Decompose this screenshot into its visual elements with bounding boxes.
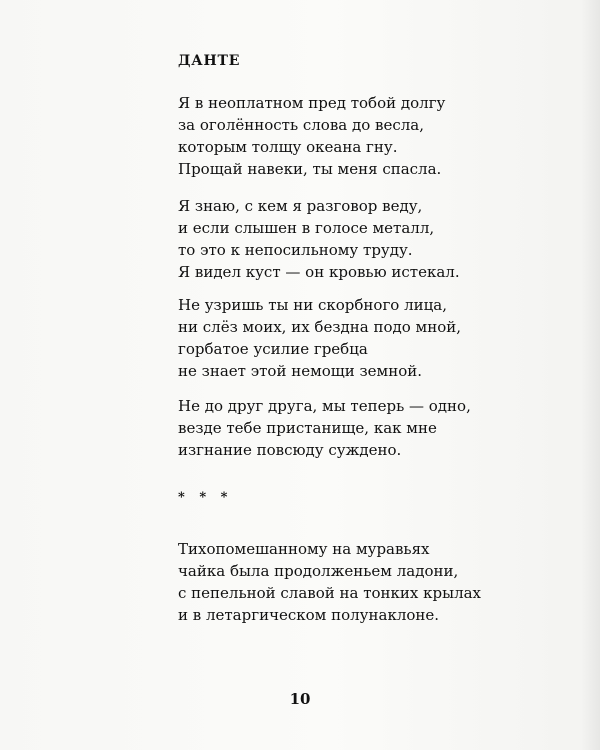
poem-line: Я знаю, с кем я разговор веду, <box>178 197 423 215</box>
poem-line: которым толщу океана гну. <box>178 138 398 156</box>
poem-line: чайка была продолженьем ладони, <box>178 562 459 580</box>
page-number: 10 <box>289 690 311 708</box>
page-edge-shadow <box>582 0 600 750</box>
poem-stanza-2 <box>178 195 460 283</box>
poem-line: Прощай навеки, ты меня спасла. <box>178 160 442 178</box>
poem-stanza-5 <box>178 538 481 626</box>
poem-line: Я в неоплатном пред тобой долгу <box>178 94 446 112</box>
section-separator: * * * <box>178 490 233 505</box>
poem-line: то это к непосильному труду. <box>178 241 413 259</box>
poem-stanza-1 <box>178 92 445 180</box>
poem-line: везде тебе пристанище, как мне <box>178 419 437 437</box>
poem-title: ДАНТЕ <box>178 53 241 69</box>
poem-line: и в летаргическом полунаклоне. <box>178 606 440 624</box>
poem-line: с пепельной славой на тонких крылах <box>178 584 482 602</box>
poem-line: не знает этой немощи земной. <box>178 362 423 380</box>
poem-line: ни слёз моих, их бездна подо мной, <box>178 318 461 336</box>
poem-line: изгнание повсюду суждено. <box>178 441 402 459</box>
poem-line: горбатое усилие гребца <box>178 340 368 358</box>
poem-line: Я видел куст — он кровью истекал. <box>178 263 460 281</box>
poem-stanza-3 <box>178 294 461 382</box>
poem-line: Не узришь ты ни скорбного лица, <box>178 296 447 314</box>
poem-line: Не до друг друга, мы теперь — одно, <box>178 397 471 415</box>
poem-line: и если слышен в голосе металл, <box>178 219 435 237</box>
poem-line: за оголённость слова до весла, <box>178 116 424 134</box>
poem-stanza-4 <box>178 395 471 461</box>
poem-line: Тихопомешанному на муравьях <box>178 540 430 558</box>
